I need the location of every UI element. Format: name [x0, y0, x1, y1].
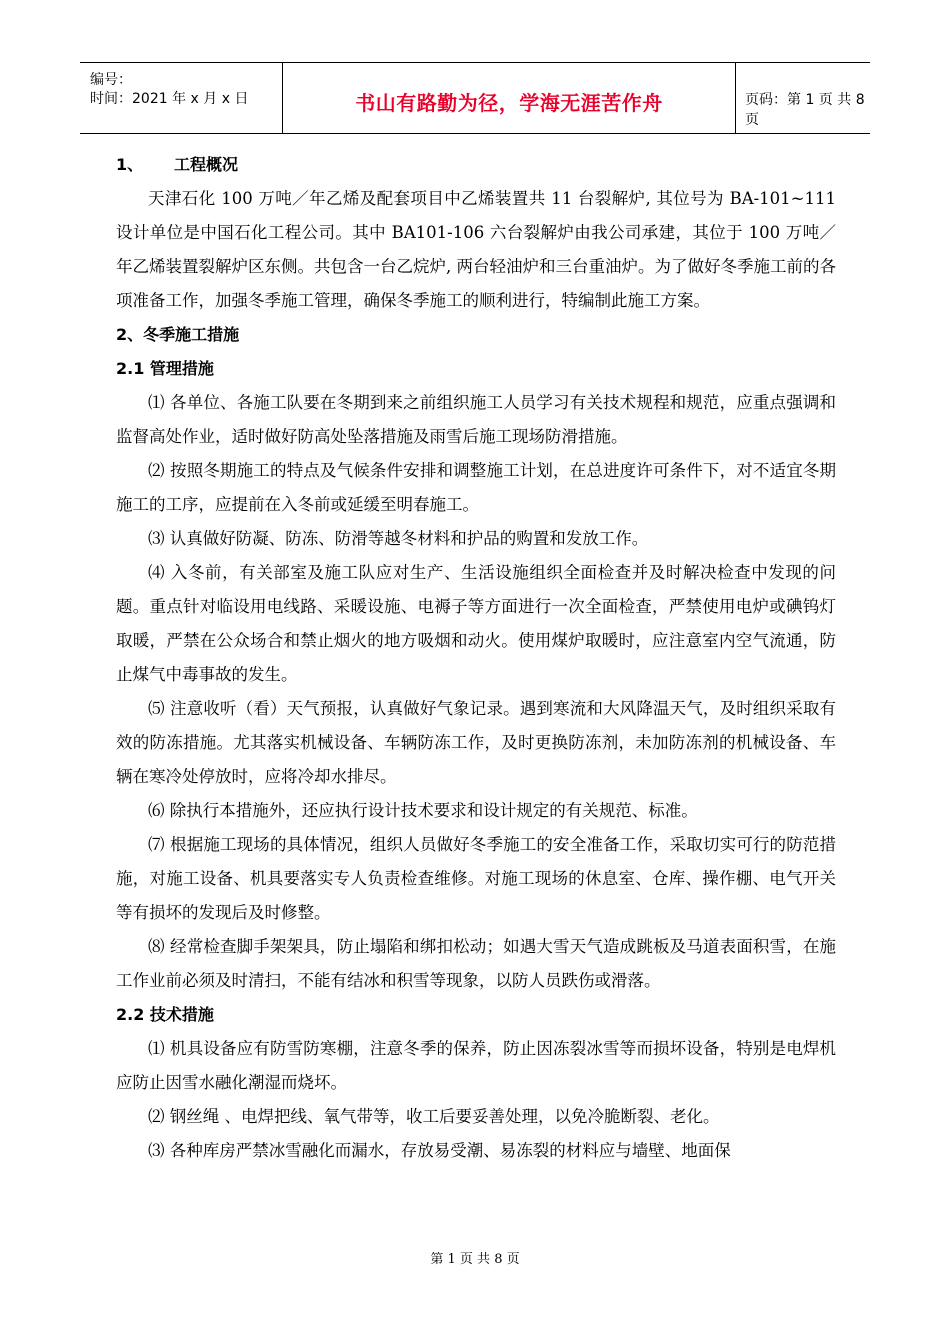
document-body: [116, 148, 836, 1168]
page-header: [80, 62, 870, 134]
technical-measure-3: ⑶ 各种库房严禁冰雪融化而漏水，存放易受潮、易冻裂的材料应与墙壁、地面保: [148, 1141, 731, 1160]
management-measure-6: ⑹ 除执行本措施外，还应执行设计技术要求和设计规定的有关规范、标准。: [148, 801, 698, 820]
section-1-paragraph: 天津石化 100 万吨／年乙烯及配套项目中乙烯装置共 11 台裂解炉, 其位号为 BA-101~111 设计单位是中国石化工程公司。其中 BA101-106 六台裂解炉由我公司承建，其位于 100 万吨／年乙烯装置裂解炉区东侧。共包含一台乙烷炉, 两台轻油炉和三台重油炉。为了做好冬季施工前的各项准备工作，加强冬季施工管理，确保冬季施工的顺利进行，特编制此施工方案。: [116, 189, 836, 310]
management-measure-5: ⑸ 注意收听（看）天气预报，认真做好气象记录。遇到寒流和大风降温天气，及时组织采取有效的防冻措施。尤其落实机械设备、车辆防冻工作，及时更换防冻剂，未加防冻剂的机械设备、车辆在寒冷处停放时，应将冷却水排尽。: [116, 699, 836, 786]
section-1-number: 1、: [116, 155, 144, 174]
technical-measure-2: ⑵ 钢丝绳 、电焊把线、氧气带等，收工后要妥善处理，以免冷脆断裂、老化。: [148, 1107, 720, 1126]
header-meta-cell: [80, 63, 282, 133]
page-footer: 第 1 页 共 8 页: [430, 1252, 520, 1267]
section-2-1-heading: 2.1 管理措施: [116, 359, 214, 378]
management-measure-4: ⑷ 入冬前，有关部室及施工队应对生产、生活设施组织全面检查并及时解决检查中发现的问题。重点针对临设用电线路、采暖设施、电褥子等方面进行一次全面检查，严禁使用电炉或碘钨灯取暖，严禁在公众场合和禁止烟火的地方吸烟和动火。使用煤炉取暖时，应注意室内空气流通，防止煤气中毒事故的发生。: [116, 563, 836, 684]
section-1-title: 工程概况: [174, 155, 239, 174]
header-motto-cell: [282, 63, 736, 133]
section-2-2-heading: 2.2 技术措施: [116, 1005, 214, 1024]
header-page-cell: [735, 63, 870, 133]
document-time-label: 时间：2021 年 x 月 x 日: [90, 91, 249, 107]
header-page-info: 页码：第 1 页 共 8 页: [745, 92, 865, 128]
management-measure-7: ⑺ 根据施工现场的具体情况，组织人员做好冬季施工的安全准备工作，采取切实可行的防范措施，对施工设备、机具要落实专人负责检查维修。对施工现场的休息室、仓库、操作棚、电气开关等有损坏的发现后及时修整。: [116, 835, 836, 922]
management-measure-8: ⑻ 经常检查脚手架架具，防止塌陷和绑扣松动；如遇大雪天气造成跳板及马道表面积雪，在施工作业前必须及时清扫，不能有结冰和积雪等现象，以防人员跌伤或滑落。: [116, 937, 836, 990]
header-motto: 书山有路勤为径，学海无涯苦作舟: [355, 91, 663, 115]
section-2-heading: 2、冬季施工措施: [116, 325, 240, 344]
technical-measure-1: ⑴ 机具设备应有防雪防寒棚，注意冬季的保养，防止因冻裂冰雪等而损坏设备，特别是电焊机应防止因雪水融化潮湿而烧坏。: [116, 1039, 836, 1092]
management-measure-3: ⑶ 认真做好防凝、防冻、防滑等越冬材料和护品的购置和发放工作。: [148, 529, 649, 548]
section-1-heading: [116, 148, 836, 182]
document-number-label: 编号：: [90, 72, 132, 88]
management-measure-2: ⑵ 按照冬期施工的特点及气候条件安排和调整施工计划，在总进度许可条件下，对不适宜冬期施工的工序，应提前在入冬前或延缓至明春施工。: [116, 461, 836, 514]
management-measure-1: ⑴ 各单位、各施工队要在冬期到来之前组织施工人员学习有关技术规程和规范，应重点强调和监督高处作业，适时做好防高处坠落措施及雨雪后施工现场防滑措施。: [116, 393, 836, 446]
